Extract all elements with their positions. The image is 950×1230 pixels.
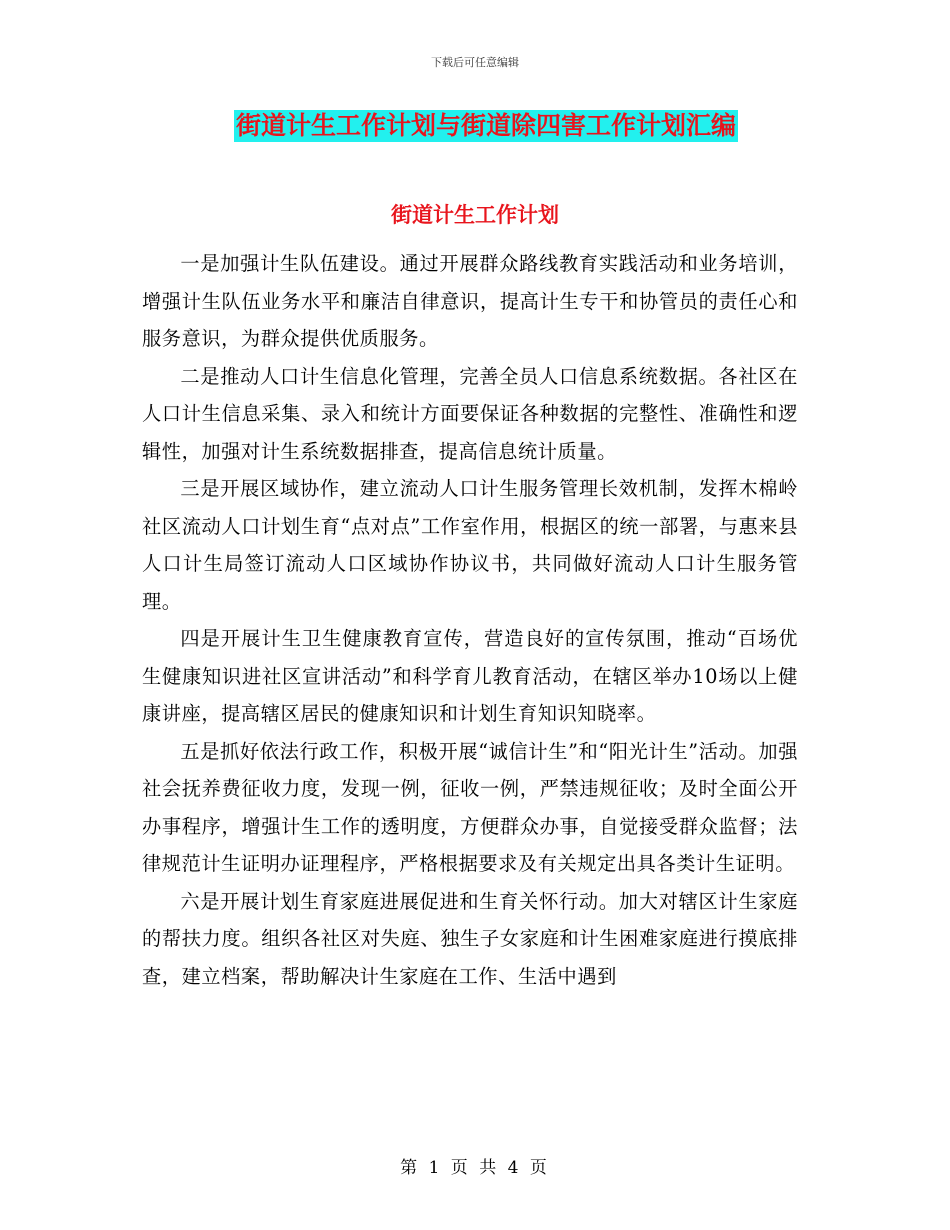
header-note: 下载后可任意编辑: [431, 56, 519, 69]
document-title: 街道计生工作计划与街道除四害工作计划汇编: [236, 111, 737, 140]
section-title: 街道计生工作计划: [391, 203, 559, 227]
body-text: [142, 245, 798, 995]
paragraph-6: 六是开展计划生育家庭进展促进和生育关怀行动。加大对辖区计生家庭的帮扶力度。组织各社区对失庭、独生子女家庭和计生困难家庭进行摸底排查，建立档案，帮助解决计生家庭在工作、生活中遇到: [142, 889, 798, 988]
page-number: 第 1 页 共 4 页: [400, 1158, 550, 1178]
paragraph-4: 四是开展计生卫生健康教育宣传，营造良好的宣传氛围，推动“百场优生健康知识进社区宣讲活动”和科学育儿教育活动，在辖区举办10场以上健康讲座，提高辖区居民的健康知识和计划生育知识知晓率。: [142, 627, 798, 725]
paragraph-2: 二是推动人口计生信息化管理，完善全员人口信息系统数据。各社区在人口计生信息采集、录入和统计方面要保证各种数据的完整性、准确性和逻辑性，加强对计生系统数据排查，提高信息统计质量。: [142, 364, 798, 463]
paragraph-1: 一是加强计生队伍建设。通过开展群众路线教育实践活动和业务培训，增强计生队伍业务水平和廉洁自律意识，提高计生专干和协管员的责任心和服务意识，为群众提供优质服务。: [142, 252, 798, 350]
paragraph-5: 五是抓好依法行政工作，积极开展“诚信计生”和“阳光计生”活动。加强社会抚养费征收力度，发现一例，征收一例，严禁违规征收；及时全面公开办事程序，增强计生工作的透明度，方便群众办事，自觉接受群众监督；法律规范计生证明办证理程序，严格根据要求及有关规定出具各类计生证明。: [142, 739, 798, 875]
paragraph-3: 三是开展区域协作，建立流动人口计生服务管理长效机制，发挥木棉岭社区流动人口计划生育“点对点”工作室作用，根据区的统一部署，与惠来县人口计生局签订流动人口区域协作协议书，共同做好流动人口计生服务管理。: [142, 477, 798, 613]
